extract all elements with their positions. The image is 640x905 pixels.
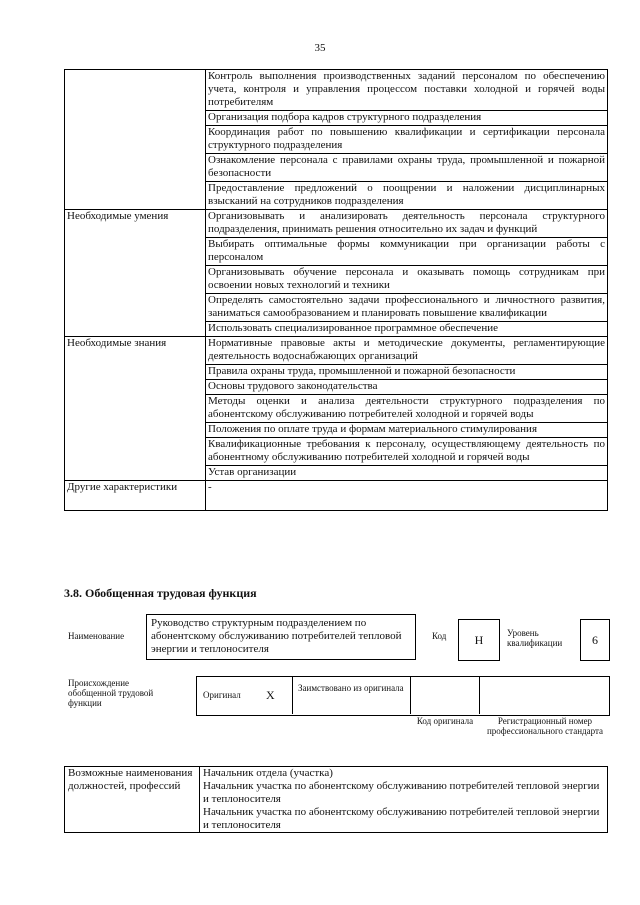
list-item: Начальник участка по абонентскому обслуживанию потребителей тепловой энергии и теплоносителя — [203, 780, 600, 805]
level-value-box: 6 — [580, 619, 610, 661]
empty-label-cell — [65, 70, 206, 210]
list-item: Начальник отдела (участка) — [203, 767, 333, 779]
table-cell: Правила охраны труда, промышленной и пожарной безопасности — [206, 365, 608, 380]
section-title: 3.8. Обобщенная трудовая функция — [64, 586, 257, 600]
table-cell: Организация подбора кадров структурного подразделения — [206, 111, 608, 126]
table-cell: - — [206, 481, 608, 511]
grid-divider — [292, 676, 293, 714]
table-cell: Координация работ по повышению квалификации и сертификации персонала структурного подразделения — [206, 126, 608, 154]
original-mark: X — [266, 688, 275, 702]
skills-label: Необходимые умения — [65, 210, 206, 337]
positions-list — [200, 767, 608, 833]
table-row — [65, 767, 608, 833]
origin-label: Происхождение обобщенной трудовой функции — [68, 678, 154, 708]
knowledge-label: Необходимые знания — [65, 337, 206, 481]
table-cell: Определять самостоятельно задачи профессионального и личностного развития, заниматься самообразованием и планировать повышение квалификации — [206, 294, 608, 322]
name-label: Наименование — [68, 631, 125, 641]
table-row — [65, 481, 608, 511]
table-cell: Положения по оплате труда и формам материального стимулирования — [206, 423, 608, 438]
table-cell: Методы оценки и анализа деятельности структурного подразделения по абонентскому обслуживанию потребителей холодной и горячей воды — [206, 395, 608, 423]
grid-divider — [410, 676, 411, 714]
origin-grid — [196, 676, 610, 716]
table-cell: Устав организации — [206, 466, 608, 481]
grid-divider — [479, 676, 480, 714]
reg-number-label: Регистрационный номер профессионального стандарта — [486, 716, 604, 736]
table-cell: Ознакомление персонала с правилами охраны труда, промышленной и пожарной безопасности — [206, 154, 608, 182]
function-name-box: Руководство структурным подразделением по абонентскому обслуживанию потребителей тепловой энергии и теплоносителя — [146, 614, 416, 660]
code-label: Код — [432, 631, 447, 641]
table-row — [65, 70, 608, 111]
table-cell: Квалификационные требования к персоналу, осуществляющему деятельность по абонентному обслуживанию потребителей холодной и горячей воды — [206, 438, 608, 466]
table-cell: Организовывать и анализировать деятельность персонала структурного подразделения, принимать решения относительно их задач и функций — [206, 210, 608, 238]
table-row — [65, 337, 608, 365]
table-cell: Основы трудового законодательства — [206, 380, 608, 395]
table-cell: Организовывать обучение персонала и оказывать помощь сотрудникам при освоении новых технологий и техники — [206, 266, 608, 294]
table-cell: Нормативные правовые акты и методические документы, регламентирующие деятельность водоснабжающих организаций — [206, 337, 608, 365]
table-cell: Предоставление предложений о поощрении и наложении дисциплинарных взысканий на сотрудников подразделения — [206, 182, 608, 210]
table-cell: Использовать специализированное программное обеспечение — [206, 322, 608, 337]
table-cell: Выбирать оптимальные формы коммуникации при организации работы с персоналом — [206, 238, 608, 266]
table-row — [65, 210, 608, 238]
list-item: Начальник участка по абонентскому обслуживанию потребителей тепловой энергии и теплоносителя — [203, 806, 600, 831]
page-number: 35 — [314, 42, 326, 54]
positions-table — [64, 766, 608, 833]
level-label: Уровень квалификации — [507, 628, 563, 648]
competency-table — [64, 69, 608, 511]
other-label: Другие характеристики — [65, 481, 206, 511]
code-value-box: H — [458, 619, 500, 661]
positions-label: Возможные наименования должностей, профессий — [65, 767, 200, 833]
borrowed-label: Заимствовано из оригинала — [298, 683, 404, 693]
table-cell: Контроль выполнения производственных заданий персоналом по обеспечению учета, контроля и управления процессом поставки холодной и горячей воды потребителям — [206, 70, 608, 111]
original-label: Оригинал — [203, 690, 241, 700]
code-original-label: Код оригинала — [416, 716, 474, 726]
